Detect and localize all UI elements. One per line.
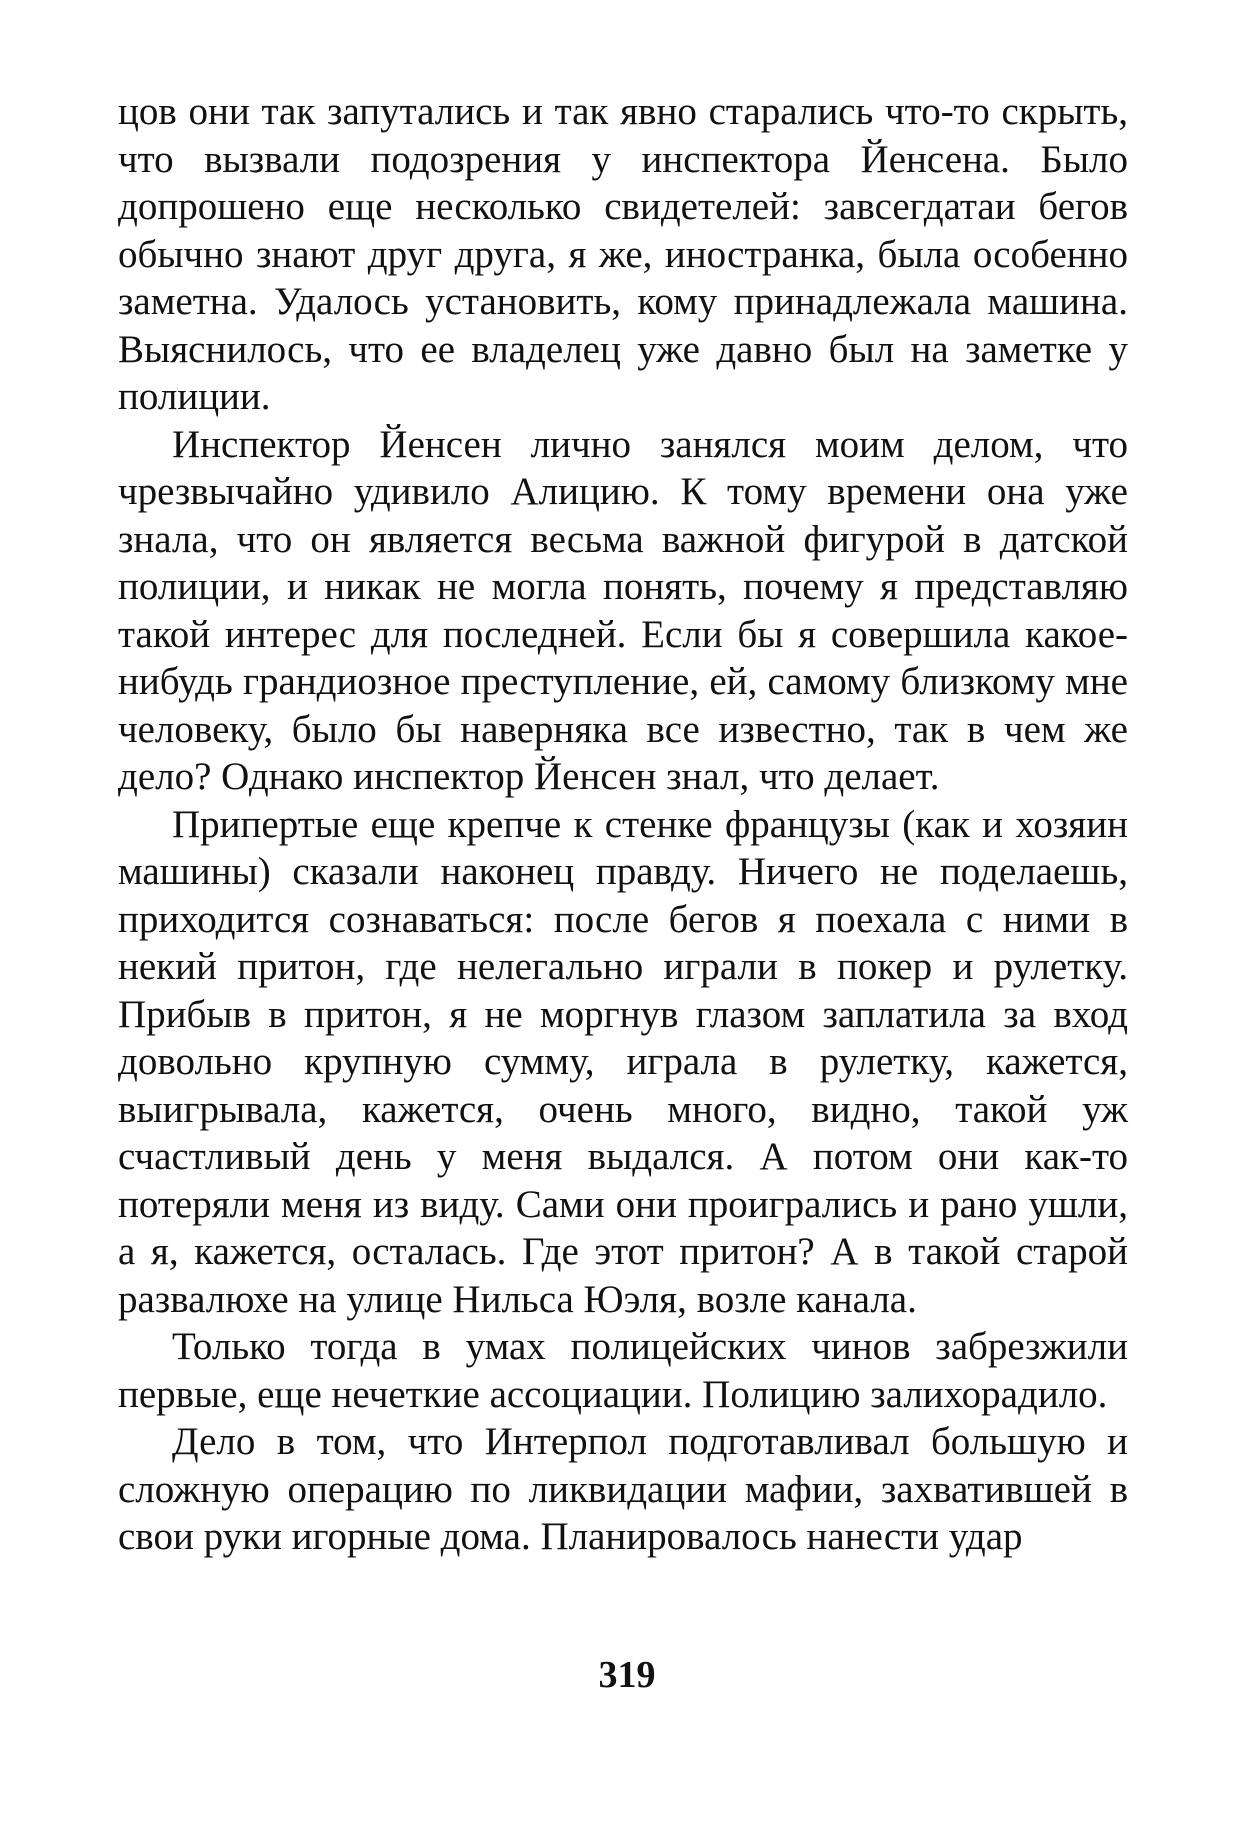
body-text: [118, 88, 1128, 1561]
paragraph-2: Инспектор Йенсен лично занялся моим делом, что чрезвычайно удивило Алицию. К тому времени она уже знала, что он является весьма важной фигурой в датской полиции, и никак не могла понять, почему я представляю такой интерес для последней. Если бы я совершила какое-нибудь грандиозное преступление, ей, самому близкому мне человеку, было бы наверняка все известно, так в чем же дело? Однако инспектор Йенсен знал, что делает.: [118, 422, 1128, 798]
page-number: 319: [598, 1654, 656, 1696]
paragraph-4: Только тогда в умах полицейских чинов забрезжили первые, еще нечеткие ассоциации. Полицию залихорадило.: [118, 1325, 1128, 1416]
paragraph-1: цов они так запутались и так явно старались что-то скрыть, что вызвали подозрения у инспектора Йенсена. Было допрошено еще несколько свидетелей: завсегдатаи бегов обычно знают друг друга, я же, иностранка, была особенно заметна. Удалось установить, кому принадлежала машина. Выяснилось, что ее владелец уже давно был на заметке у полиции.: [118, 90, 1128, 418]
paragraph-5: Дело в том, что Интерпол подготавливал большую и сложную операцию по ликвидации мафии, захватившей в свои руки игорные дома. Планировалось нанести удар: [118, 1420, 1128, 1558]
paragraph-3: Припертые еще крепче к стенке французы (как и хозяин машины) сказали наконец правду. Ничего не поделаешь, приходится сознаваться: после бегов я поехала с ними в некий притон, где нелегально играли в покер и рулетку. Прибыв в притон, я не моргнув глазом заплатила за вход довольно крупную сумму, играла в рулетку, кажется, выигрывала, кажется, очень много, видно, такой уж счастливый день у меня выдался. А потом они как-то потеряли меня из виду. Сами они проигрались и рано ушли, а я, кажется, осталась. Где этот притон? А в такой старой развалюхе на улице Нильса Юэля, возле канала.: [118, 802, 1128, 1321]
